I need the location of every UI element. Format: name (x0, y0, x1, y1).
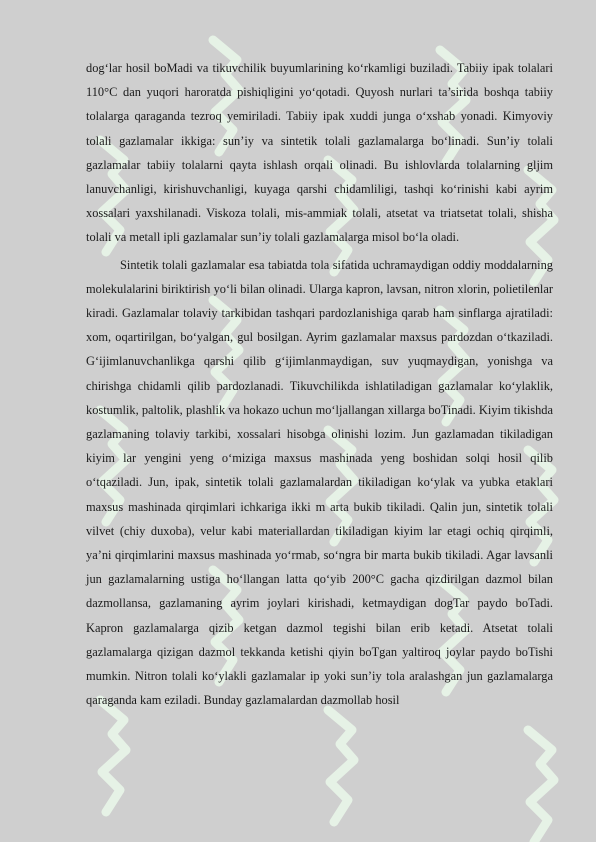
watermark-icon (320, 700, 360, 830)
watermark-icon (520, 720, 560, 842)
paragraph-1: dog‘lar hosil boMadi va tikuvchilik buyumlarining ko‘rkamligi buziladi. Tabiiy ipak tolalari 110°C dan yuqori haroratda pishiqligini yo‘qotadi. Quyosh nurlari ta’sirida boshqa tabiiy tolalarga qaraganda tezroq yemiriladi. Tabiiy ipak xuddi junga o‘xshab yonadi. Kimyoviy tolali gazlamalar ikkiga: sun’iy va sintetik tolali gazlamalarga bo‘linadi. Sun’iy tolali gazlamalar tabiiy tolalarni qayta ishlash orqali olinadi. Bu ishlovlarda tolalarning gljim lanuvchanligi, kirishuvchanligi, kuyaga qarshi chidamliligi, tashqi ko‘rinishi kabi ayrim xossalari yaxshilanadi. Viskoza tolali, mis-ammiak tolali, atsetat va triatsetat tolali, shisha tolali va metall ipli gazlamalar sun’iy tolali gazlamalarga misol bo‘la oladi. (86, 61, 553, 245)
document-body (86, 56, 553, 712)
paragraph-2: Sintetik tolali gazlamalar esa tabiatda tola sifatida uchramaydigan oddiy moddalarning molekulalarini biriktirish yo‘li bilan olinadi. Ularga kapron, lavsan, nitron xlorin, polietilenlar kiradi. Gazlamalar tolaviy tarkibidan tashqari pardozlanishiga qarab ham sinflarga ajratiladi: xom, oqartirilgan, bo‘yalgan, gul bosilgan. Ayrim gazlamalar maxsus pardozdan o‘tkaziladi. G‘ijimlanuvchanlikga qarshi qilib g‘ijimlanmaydigan, suv yuqmaydigan, yonishga va chirishga chidamli qilib pardozlanadi. Tikuvchilikda ishlatiladigan gazlamalar ko‘ylaklik, kostumlik, paltolik, plashlik va hokazo uchun mo‘ljallangan xillarga boTinadi. Kiyim tikishda gazlamaning tolaviy tarkibi, xossalari hisobga olinishi lozim. Jun gazlamadan tikiladigan kiyim lar yengini yeng o‘miziga maxsus mashinada yeng boshidan solqi hosil qilib o‘tqaziladi. Jun, ipak, sintetik tolali gazlamalardan tikiladigan ko‘ylak va yubka etaklari maxsus mashinada qirqimlari ichkariga ikki m arta bukib tikiladi. Qalin jun, sintetik tolali vilvet (chiy duxoba), velur kabi materiallardan tikiladigan kiyim lar etagi ochiq qirqimli, ya’ni qirqimlarini maxsus mashinada yo‘rmab, so‘ngra bir marta bukib tikiladi. Agar lavsanli jun gazlamalarning ustiga ho‘llangan latta qo‘yib 200°C gacha qizdirilgan dazmol bilan dazmollansa, gazlamaning ayrim joylari kirishadi, ketmaydigan dogTar paydo boTadi. Kapron gazlamalarga qizib ketgan dazmol tegishi bilan erib ketadi. Atsetat tolali gazlamalarga qizigan dazmol tekkanda ketishi qiyin boTgan yaltiroq joylar paydo boTishi mumkin. Nitron tolali ko‘ylakli gazlamalar ip yoki sun’iy tola aralashgan jun gazlamalarga qaraganda kam eziladi. Bunday gazlamalardan dazmollab hosil (86, 257, 553, 708)
